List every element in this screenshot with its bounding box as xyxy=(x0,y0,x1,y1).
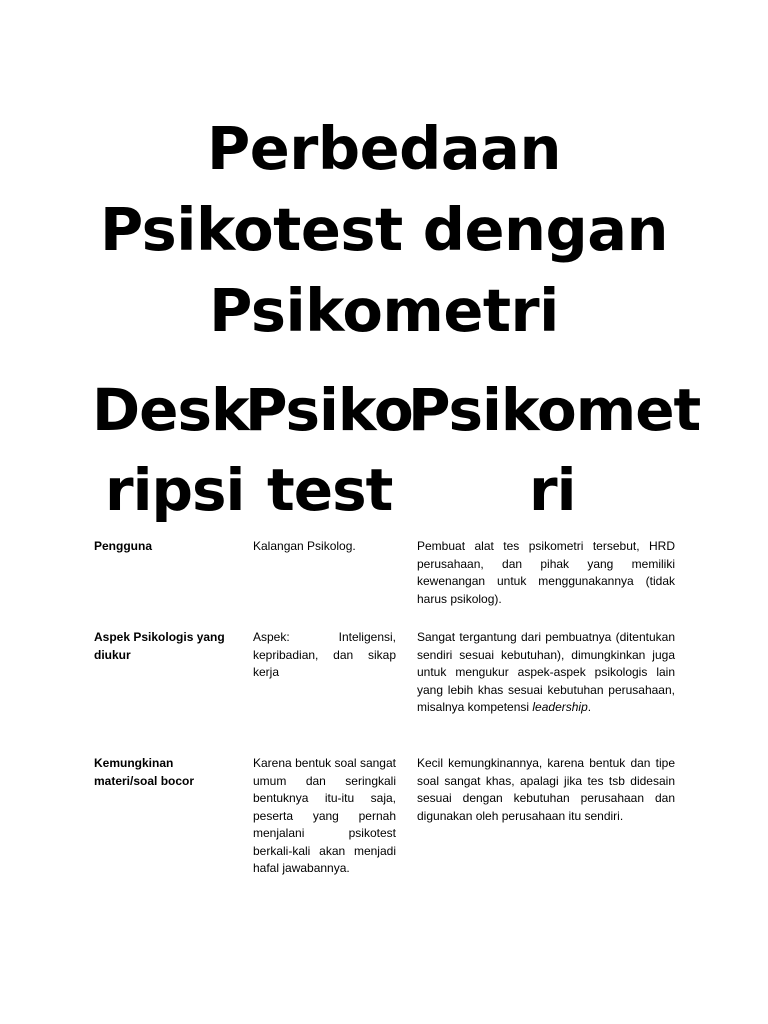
title-line-1: Perbedaan xyxy=(207,114,561,183)
row-label: Kemungkinan materi/soal bocor xyxy=(94,756,195,788)
header-psikotest-line-1: Psiko xyxy=(245,376,413,444)
header-psikotest xyxy=(245,370,413,530)
header-psikometri-line-2: ri xyxy=(529,456,576,524)
header-deskripsi-line-2: ripsi xyxy=(105,456,245,524)
psikotest-cell: Karena bentuk soal sangat umum dan seringkali bentuknya itu-itu saja, peserta yang pernah menjalani psikotest berkali-kali akan menjadi hafal jawabannya. xyxy=(253,756,396,875)
title-line-2: Psikotest dengan xyxy=(99,195,669,264)
psikotest-cell: Kalangan Psikolog. xyxy=(253,539,356,553)
document-title xyxy=(80,108,688,351)
header-deskripsi xyxy=(92,370,249,530)
row-label: Pengguna xyxy=(94,539,153,553)
psikometri-end: . xyxy=(587,700,592,714)
psikometri-cell: Pembuat alat tes psikometri tersebut, HRD perusahaan, dan pihak yang memiliki kewenangan untuk menggunakannya (tidak harus psikolog). xyxy=(417,539,675,606)
row-label: Aspek Psikologis yang diukur xyxy=(94,630,225,662)
header-psikometri-line-1: Psikomet xyxy=(408,376,701,444)
header-deskripsi-line-1: Desk xyxy=(92,376,249,444)
psikometri-cell xyxy=(417,629,675,717)
psikometri-text: Sangat tergantung dari pembuatnya (ditentukan sendiri sesuai kebutuhan), dimungkinkan juga untuk mengukur aspek-aspek psikologis lain yang lebih khas sesuai kebutuhan perusahaan, misalnya kompetensi xyxy=(417,630,675,714)
header-psikometri xyxy=(408,370,701,530)
title-line-3: Psikometri xyxy=(209,276,559,345)
psikometri-italic-term: leadership xyxy=(532,700,588,714)
psikometri-cell: Kecil kemungkinannya, karena bentuk dan tipe soal sangat khas, apalagi jika tes tsb didesain sesuai dengan kebutuhan perusahaan dan digunakan oleh perusahaan itu sendiri. xyxy=(417,756,675,823)
table-header-row xyxy=(0,370,768,524)
psikotest-cell: Aspek: Inteligensi, kepribadian, dan sikap kerja xyxy=(253,630,396,679)
header-psikotest-line-2: test xyxy=(267,456,393,524)
